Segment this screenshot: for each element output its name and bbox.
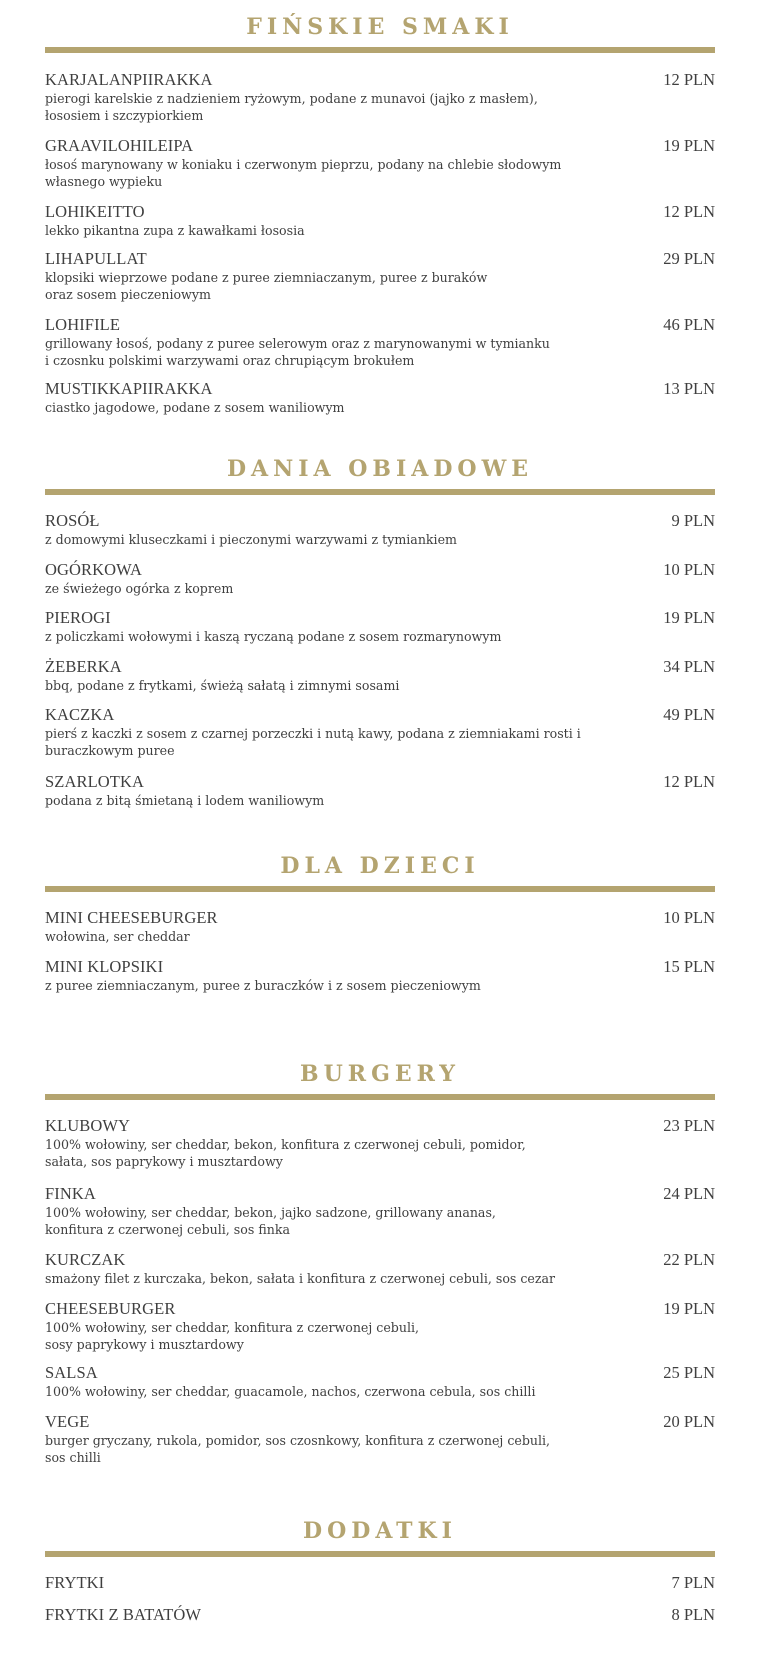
item-description: klopsiki wieprzowe podane z puree ziemniaczanym, puree z buraków oraz sosem pieczeniowym: [45, 270, 488, 302]
section-title: DLA DZIECI: [280, 853, 480, 879]
item-name: PIEROGI: [45, 608, 111, 627]
item-name: SALSA: [45, 1363, 98, 1382]
section-title: FIŃSKIE SMAKI: [246, 14, 514, 40]
item-description: podana z bitą śmietaną i lodem waniliowym: [45, 793, 325, 808]
section-divider: [45, 1094, 715, 1100]
section-title: DODATKI: [303, 1518, 457, 1544]
item-name: ROSÓŁ: [45, 511, 100, 530]
item-description: z policzkami wołowymi i kaszą ryczaną podane z sosem rozmarynowym: [45, 629, 502, 644]
item-price: 19 PLN: [663, 608, 715, 627]
item-price: 23 PLN: [663, 1116, 715, 1135]
item-description: z puree ziemniaczanym, puree z buraczków i z sosem pieczeniowym: [45, 978, 481, 993]
item-price: 29 PLN: [663, 249, 715, 268]
item-price: 24 PLN: [663, 1184, 715, 1203]
item-description: 100% wołowiny, ser cheddar, bekon, konfitura z czerwonej cebuli, pomidor, sałata, sos paprykowy i musztardowy: [45, 1137, 526, 1169]
item-price: 49 PLN: [663, 705, 715, 724]
item-description: pierś z kaczki z sosem z czarnej porzeczki i nutą kawy, podana z ziemniakami rosti i buraczkowym puree: [45, 726, 581, 758]
item-name: ŻEBERKA: [45, 657, 122, 676]
item-description: 100% wołowiny, ser cheddar, konfitura z czerwonej cebuli, sosy paprykowy i musztardowy: [45, 1320, 420, 1352]
item-price: 13 PLN: [663, 379, 715, 398]
item-description: pierogi karelskie z nadzieniem ryżowym, podane z munavoi (jajko z masłem), łososiem i szczypiorkiem: [45, 91, 538, 123]
item-price: 10 PLN: [663, 908, 715, 927]
item-name: VEGE: [45, 1412, 90, 1431]
item-description: łosoś marynowany w koniaku i czerwonym pieprzu, podany na chlebie słodowym własnego wypieku: [45, 157, 562, 189]
item-description: wołowina, ser cheddar: [45, 929, 190, 944]
item-name: KARJALANPIIRAKKA: [45, 70, 213, 89]
section-divider: [45, 886, 715, 892]
item-price: 10 PLN: [663, 560, 715, 579]
item-description: ze świeżego ogórka z koprem: [45, 581, 234, 596]
item-price: 12 PLN: [663, 202, 715, 221]
item-price: 46 PLN: [663, 315, 715, 334]
item-name: LOHIKEITTO: [45, 202, 145, 221]
item-price: 25 PLN: [663, 1363, 715, 1382]
item-name: OGÓRKOWA: [45, 560, 143, 579]
item-name: FRYTKI Z BATATÓW: [45, 1605, 202, 1624]
item-name: SZARLOTKA: [45, 772, 144, 791]
item-name: LIHAPULLAT: [45, 249, 147, 268]
item-name: KACZKA: [45, 705, 115, 724]
item-price: 20 PLN: [663, 1412, 715, 1431]
item-price: 34 PLN: [663, 657, 715, 676]
item-name: MINI CHEESEBURGER: [45, 908, 218, 927]
item-price: 22 PLN: [663, 1250, 715, 1269]
item-name: KLUBOWY: [45, 1116, 131, 1135]
section-title: DANIA OBIADOWE: [226, 456, 534, 482]
item-description: bbq, podane z frytkami, świeżą sałatą i zimnymi sosami: [45, 678, 400, 693]
item-price: 9 PLN: [671, 511, 715, 530]
section-divider: [45, 1551, 715, 1557]
item-description: grillowany łosoś, podany z puree selerowym oraz z marynowanymi w tymianku i czosnku polskimi warzywami oraz chrupiącym brokułem: [45, 336, 550, 368]
item-name: GRAAVILOHILEIPA: [45, 136, 194, 155]
section-title: BURGERY: [300, 1061, 460, 1087]
item-description: smażony filet z kurczaka, bekon, sałata i konfitura z czerwonej cebuli, sos cezar: [45, 1271, 556, 1286]
item-name: KURCZAK: [45, 1250, 126, 1269]
item-price: 19 PLN: [663, 136, 715, 155]
item-price: 8 PLN: [671, 1605, 715, 1624]
item-price: 15 PLN: [663, 957, 715, 976]
section-divider: [45, 489, 715, 495]
item-description: z domowymi kluseczkami i pieczonymi warzywami z tymiankiem: [45, 532, 457, 547]
item-price: 7 PLN: [671, 1573, 715, 1592]
item-name: FINKA: [45, 1184, 96, 1203]
item-name: LOHIFILE: [45, 315, 121, 334]
item-description: 100% wołowiny, ser cheddar, bekon, jajko sadzone, grillowany ananas, konfitura z czerwonej cebuli, sos finka: [45, 1205, 496, 1237]
item-price: 12 PLN: [663, 772, 715, 791]
item-price: 12 PLN: [663, 70, 715, 89]
item-name: CHEESEBURGER: [45, 1299, 176, 1318]
item-description: ciastko jagodowe, podane z sosem waniliowym: [45, 400, 345, 415]
item-name: FRYTKI: [45, 1573, 105, 1592]
item-description: 100% wołowiny, ser cheddar, guacamole, nachos, czerwona cebula, sos chilli: [45, 1384, 536, 1399]
item-name: MUSTIKKAPIIRAKKA: [45, 379, 213, 398]
item-name: MINI KLOPSIKI: [45, 957, 164, 976]
item-description: lekko pikantna zupa z kawałkami łososia: [45, 223, 305, 238]
item-description: burger gryczany, rukola, pomidor, sos czosnkowy, konfitura z czerwonej cebuli, sos chilli: [45, 1433, 551, 1465]
section-divider: [45, 47, 715, 53]
item-price: 19 PLN: [663, 1299, 715, 1318]
